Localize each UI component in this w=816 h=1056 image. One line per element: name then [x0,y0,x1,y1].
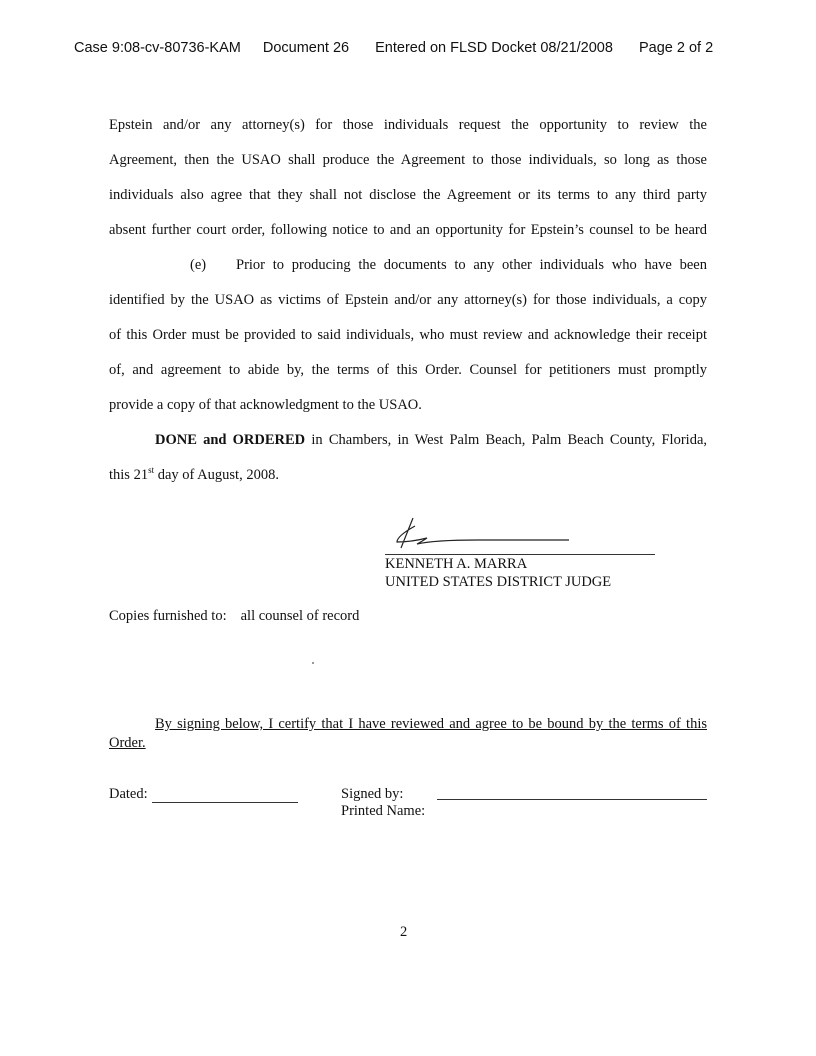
body-line: provide a copy of that acknowledgment to the USAO. [109,397,422,413]
date-prefix: this 21 [109,467,149,483]
document-number: Document 26 [262,40,350,56]
page-number: 2 [400,924,408,940]
copies-furnished [109,608,359,625]
body-line: of, and agreement to abide by, the terms of this Order. Counsel for petitioners must promptly [109,362,707,378]
done-ordered-bold: DONE and ORDERED [155,432,306,448]
body-line: identified by the USAO as victims of Epstein and/or any attorney(s) for those individuals, a copy [109,292,707,308]
date-ordinal: st [148,465,155,476]
docket-header [74,40,754,56]
body-line: of this Order must be provided to said individuals, who must review and acknowledge their receipt [109,327,707,343]
judge-name: KENNETH A. MARRA [385,556,528,572]
body-line: individuals also agree that they shall not disclose the Agreement or its terms to any third party [109,187,707,203]
dated-label: Dated: [109,786,148,802]
copies-value: all counsel of record [240,608,360,624]
signed-by-field [341,786,403,803]
signed-by-label: Signed by: [341,786,404,802]
printed-name-label: Printed Name: [341,803,426,819]
body-line: Epstein and/or any attorney(s) for those individuals request the opportunity to review the [109,117,707,133]
date-line [109,467,707,484]
certification-line-1: By signing below, I certify that I have reviewed and agree to be bound by the terms of this [155,716,707,732]
done-ordered-text: in Chambers, in West Palm Beach, Palm Beach County, Florida, [305,432,708,448]
date-suffix: day of August, 2008. [154,467,279,483]
dated-field [109,786,298,803]
item-e-text: Prior to producing the documents to any other individuals who have been [236,257,707,273]
certification-statement [109,716,707,752]
copies-label: Copies furnished to: [109,608,227,624]
signed-by-blank[interactable] [437,799,707,800]
body-line: Agreement, then the USAO shall produce the Agreement to those individuals, so long as those [109,152,707,168]
body-line: absent further court order, following notice to and an opportunity for Epstein’s counsel to be heard [109,222,707,238]
signature-mark [385,512,585,556]
signature-line [385,554,655,555]
dated-blank[interactable] [152,788,298,803]
entered-date: Entered on FLSD Docket 08/21/2008 [375,40,613,56]
page-count: Page 2 of 2 [638,40,714,56]
item-e-label: (e) [190,257,207,273]
done-ordered-line [155,432,707,449]
stray-dot [312,662,314,664]
case-number: Case 9:08-cv-80736-KAM [74,40,241,56]
judge-title: UNITED STATES DISTRICT JUDGE [385,574,612,590]
certification-line-2: Order. [109,735,146,751]
item-e-first-line [190,257,707,274]
